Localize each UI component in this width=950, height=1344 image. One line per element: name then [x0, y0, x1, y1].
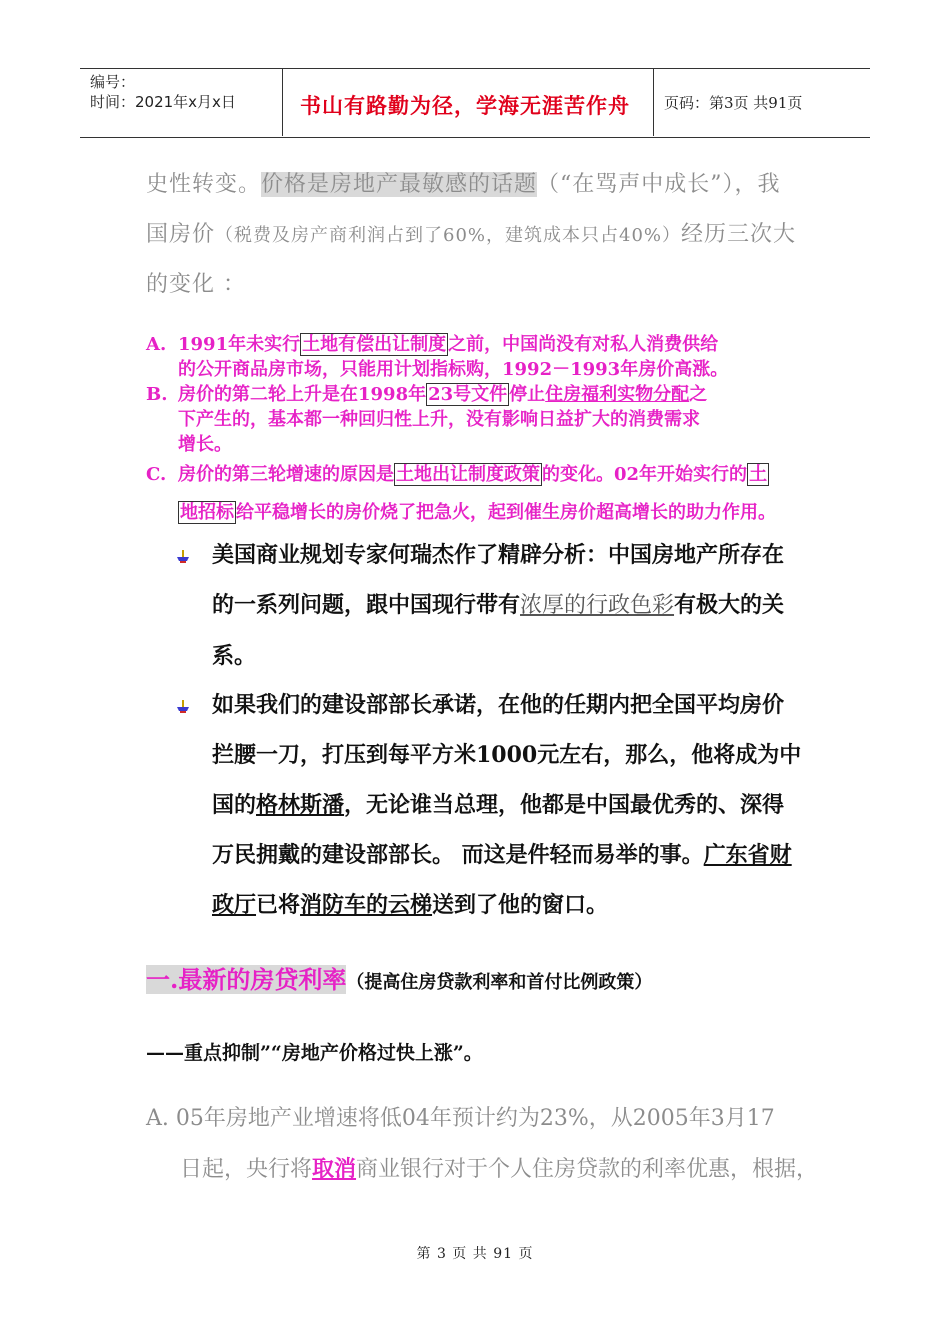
header-motto: 书山有路勤为径，学海无涯苦作舟 — [300, 93, 630, 118]
section-subtitle: （提高住房贷款利率和首付比例政策） — [346, 972, 653, 993]
header-page-info: 页码：第3页 共91页 — [664, 94, 803, 112]
section-heading — [146, 960, 652, 995]
header-meta — [90, 72, 236, 112]
ink-drop-bullet-icon — [176, 549, 190, 563]
bullet-paragraph-2: 如果我们的建设部部长承诺，在他的任期内把全国平均房价 拦腰一刀，打压到每平方米1000元左右，那么，他将成为中 国的格林斯潘，无论谁当总理，他都是中国最优秀的、深得 万民拥戴的建设部部长。 而这是件轻而易举的事。广东省财 政厅已将消防车的云梯送到了他的窗口。 — [212, 692, 802, 918]
boxed-term: 地招标 — [180, 502, 234, 523]
page-footer: 第 3 页 共 91 页 — [416, 1246, 534, 1262]
highlighted-phrase: 价格是房地产最敏感的话题 — [261, 172, 538, 197]
intro-line-3: 的变化 ： — [146, 272, 246, 297]
boxed-term: 23号文件 — [428, 384, 508, 405]
time-label: 时间：2021年x月x日 — [90, 93, 236, 111]
ink-drop-bullet-icon — [176, 699, 190, 713]
paragraph-a-line-1: A. 05年房地产业增速将低04年预计约为23%，从2005年3月17 — [146, 1106, 775, 1131]
underlined-phrase: 消防车的云梯 — [300, 892, 433, 918]
boxed-term: 土 — [749, 464, 768, 485]
underlined-phrase: 政厅 — [212, 892, 257, 918]
list-marker: C. — [146, 464, 167, 485]
section-title: 一.最新的房贷利率 — [146, 965, 347, 994]
key-point-line: ——重点抑制”“房地产价格过快上涨”。 — [146, 1042, 483, 1064]
underlined-phrase: 格林斯潘 — [256, 792, 345, 818]
underlined-phrase: 浓厚的行政色彩 — [520, 593, 675, 618]
underlined-phrase: 广东省财 — [703, 842, 792, 868]
header-divider — [282, 68, 283, 136]
list-item-c: C. 房价的第三轮增速的原因是 土地出让制度政策 的变化。02年开始实行的 土 地招标 给平稳增长的房价烧了把急火，起到催生房价超高增长的助力作用。 — [146, 456, 776, 532]
cancel-link[interactable]: 取消 — [312, 1156, 357, 1182]
header-divider — [653, 68, 654, 136]
list-item-a: A. 1991年未实行 土地有偿出让制度 之前，中国尚没有对私人消费供给 的公开商品房市场，只能用计划指标购，1992－1993年房价高涨。 — [146, 334, 729, 380]
intro-line-2: 国房价（税费及房产商利润占到了60%，建筑成本只占40%）经历三次大 — [146, 222, 797, 247]
list-marker: B. — [146, 384, 168, 405]
intro-line-1: 史性转变。价格是房地产最敏感的话题（“在骂声中成长”），我 — [146, 172, 781, 197]
paragraph-a-line-2: 日起，央行将取消商业银行对于个人住房贷款的利率优惠，根据， — [180, 1156, 819, 1182]
boxed-term: 土地有偿出让制度 — [302, 334, 447, 355]
bullet-paragraph-1: 美国商业规划专家何瑞杰作了精辟分析：中国房地产所存在 的一系列问题，跟中国现行带有浓厚的行政色彩有极大的关 系。 — [212, 542, 785, 669]
number-label: 编号： — [90, 73, 136, 91]
list-item-b: B. 房价的第二轮上升是在1998年 23号文件 停止住房福利实物分配之 下产生的，基本都一种回归性上升，没有影响日益扩大的消费需求 增长。 — [146, 384, 708, 455]
boxed-term: 土地出让制度政策 — [396, 464, 540, 485]
list-marker: A. — [146, 334, 167, 355]
